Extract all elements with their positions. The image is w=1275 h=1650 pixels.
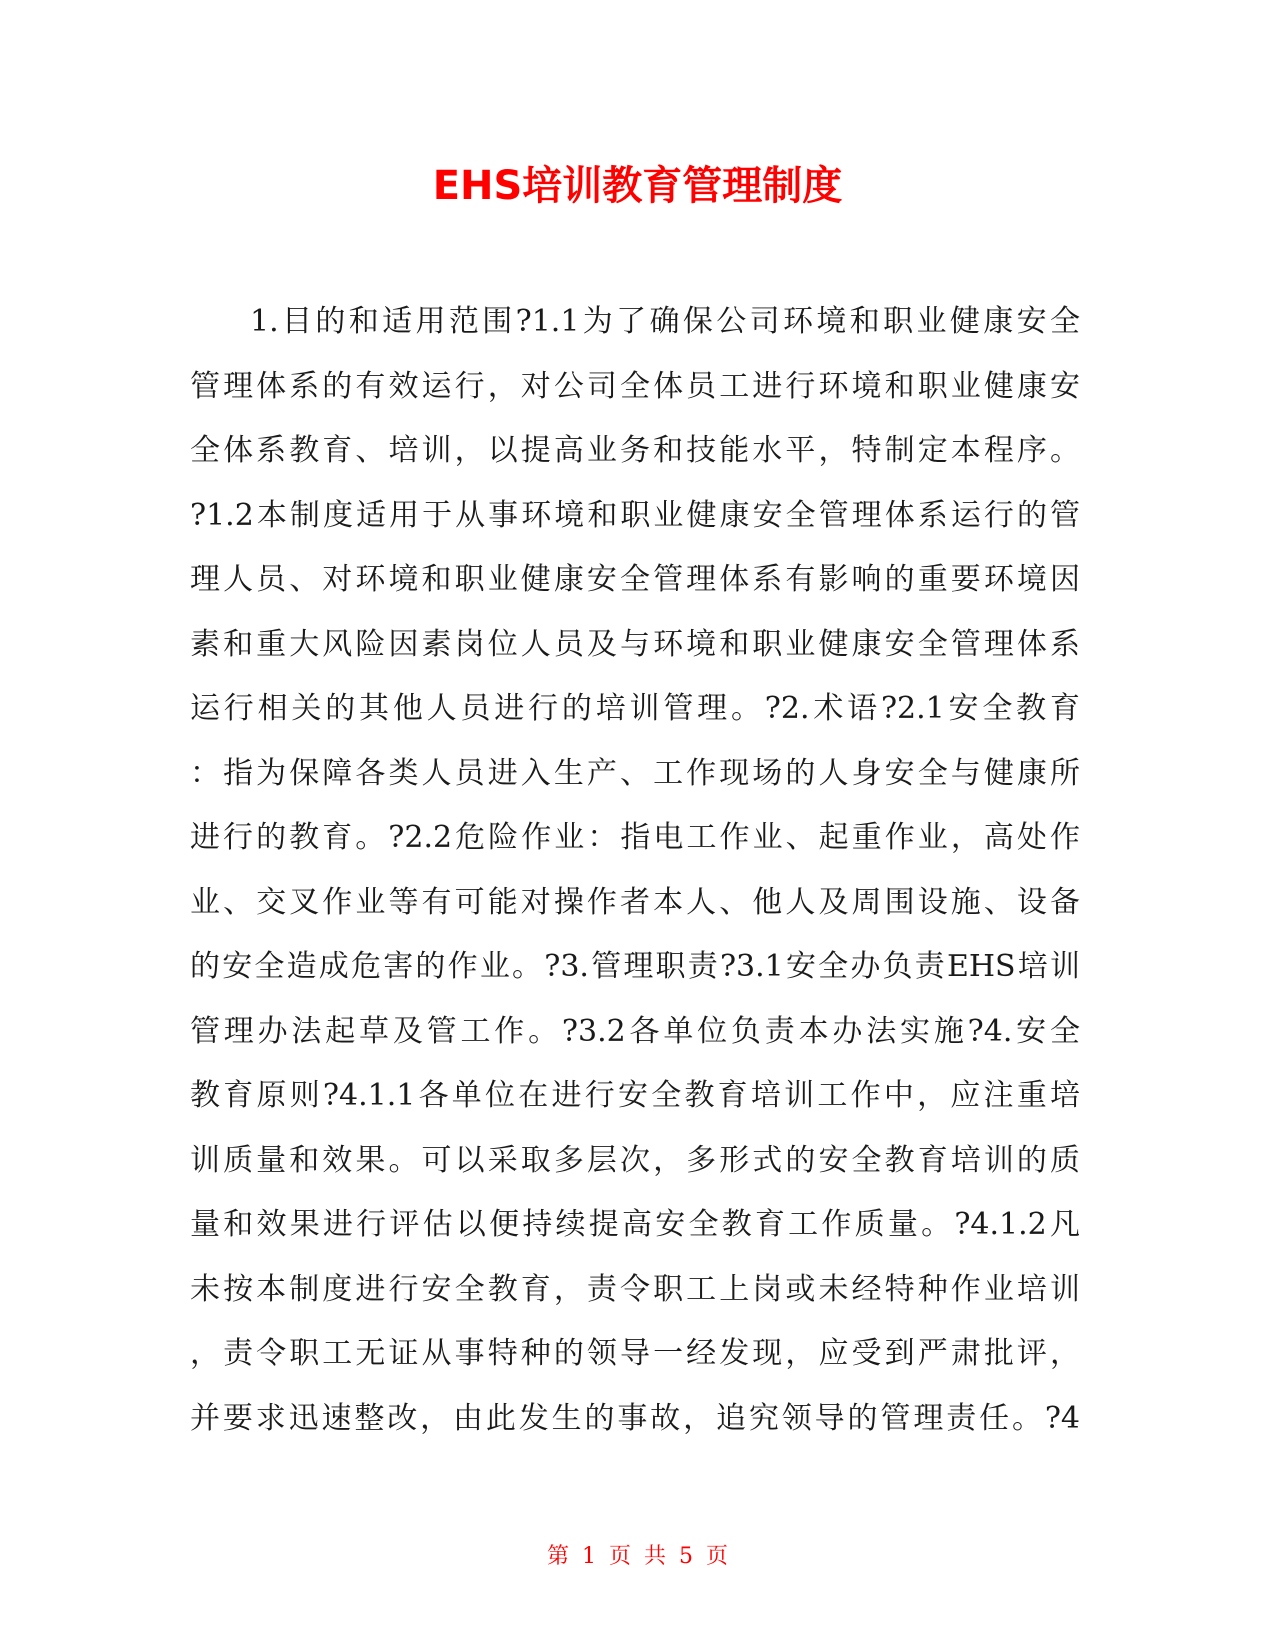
body-line: 1.目的和适用范围?1.1为了确保公司环境和职业健康安全	[250, 304, 1080, 339]
body-line: 管理办法起草及管工作。?3.2各单位负责本办法实施?4.安全	[190, 1013, 1080, 1049]
body-line: 素和重大风险因素岗位人员及与环境和职业健康安全管理体系	[190, 626, 1080, 662]
page-footer: 第 1 页 共 5 页	[547, 1544, 728, 1569]
body-line: 运行相关的其他人员进行的培训管理。?2.术语?2.1安全教育	[190, 691, 1080, 726]
body-line: ?1.2本制度适用于从事环境和职业健康安全管理体系运行的管	[190, 497, 1080, 533]
body-line: ，责令职工无证从事特种的领导一经发现，应受到严肃批评，	[190, 1336, 1080, 1371]
body-line: ：指为保障各类人员进入生产、工作现场的人身安全与健康所	[190, 755, 1080, 791]
document-title: EHS培训教育管理制度	[432, 163, 843, 209]
body-line: 训质量和效果。可以采取多层次，多形式的安全教育培训的质	[190, 1142, 1080, 1178]
body-line: 业、交叉作业等有可能对操作者本人、他人及周围设施、设备	[190, 884, 1080, 920]
body-line: 教育原则?4.1.1各单位在进行安全教育培训工作中，应注重培	[190, 1078, 1080, 1113]
body-line: 的安全造成危害的作业。?3.管理职责?3.1安全办负责EHS培训	[190, 949, 1080, 984]
body-line: 管理体系的有效运行，对公司全体员工进行环境和职业健康安	[190, 368, 1080, 404]
body-line: 全体系教育、培训，以提高业务和技能水平，特制定本程序。	[190, 433, 1080, 468]
body-line: 进行的教育。?2.2危险作业：指电工作业、起重作业，高处作	[190, 820, 1080, 855]
document-body	[190, 290, 1080, 1451]
body-line: 并要求迅速整改，由此发生的事故，追究领导的管理责任。?4	[190, 1400, 1080, 1436]
body-line: 量和效果进行评估以便持续提高安全教育工作质量。?4.1.2凡	[190, 1207, 1080, 1242]
body-line: 理人员、对环境和职业健康安全管理体系有影响的重要环境因	[190, 562, 1080, 597]
body-line: 未按本制度进行安全教育，责令职工上岗或未经特种作业培训	[190, 1271, 1080, 1307]
